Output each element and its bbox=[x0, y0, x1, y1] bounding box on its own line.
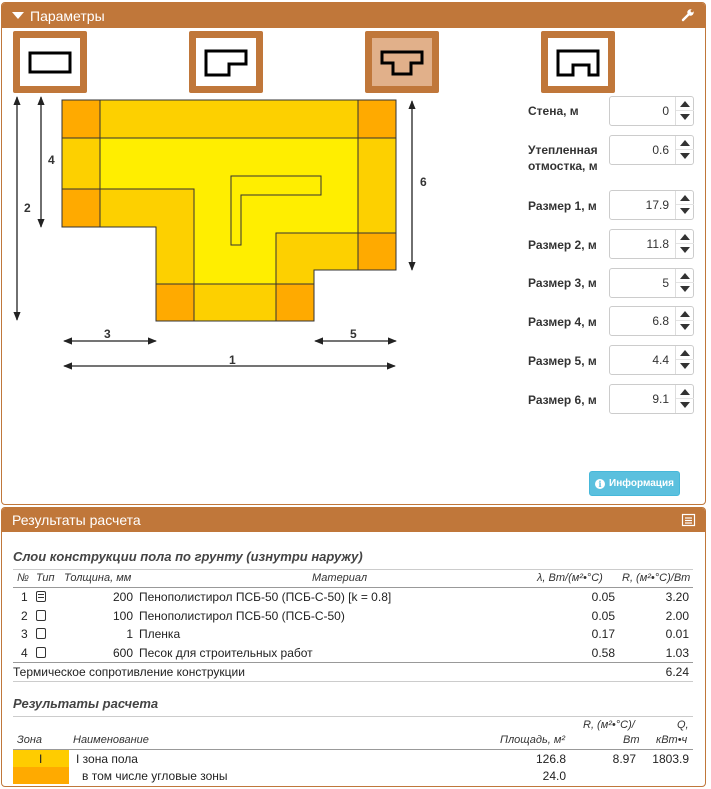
dim-label-4: 4 bbox=[48, 153, 55, 167]
layer-r: 0.01 bbox=[665, 627, 689, 641]
layer-material: Пенополистирол ПСБ-50 (ПСБ-С-50) [k = 0.8] bbox=[139, 590, 392, 604]
zone-area: 126.8 bbox=[535, 752, 566, 766]
plan-corner-zone bbox=[358, 100, 396, 138]
size-6-value[interactable]: 9.1 bbox=[652, 392, 669, 406]
floor-plan-diagram bbox=[8, 92, 427, 382]
wall-value[interactable]: 0 bbox=[662, 104, 669, 118]
decrement-arrow-icon[interactable] bbox=[676, 399, 694, 413]
table-divider bbox=[13, 662, 693, 663]
l-shape-icon bbox=[189, 31, 263, 93]
t-shape-icon bbox=[365, 31, 439, 93]
blind-area-value[interactable]: 0.6 bbox=[652, 143, 669, 157]
layer-r: 1.03 bbox=[665, 646, 689, 660]
results-title: Результаты расчета bbox=[12, 512, 141, 528]
field-label-size-4: Размер 4, м bbox=[528, 315, 597, 329]
field-label-size-5: Размер 5, м bbox=[528, 354, 597, 368]
decrement-arrow-icon[interactable] bbox=[676, 321, 694, 335]
blind-area-input[interactable] bbox=[609, 135, 694, 165]
zone-id: I bbox=[39, 752, 43, 766]
layer-r: 2.00 bbox=[665, 609, 689, 623]
plan-corner-zone bbox=[62, 100, 100, 138]
u-shape-icon bbox=[541, 31, 615, 93]
col-header-area: Площадь, м² bbox=[500, 734, 566, 746]
layer-r: 3.20 bbox=[665, 590, 689, 604]
layer-num: 1 bbox=[21, 590, 28, 604]
wall-input[interactable] bbox=[609, 96, 694, 126]
size-6-input[interactable] bbox=[609, 384, 694, 414]
increment-arrow-icon[interactable] bbox=[676, 230, 694, 244]
col-header-lambda: λ, Вт/(м²•°С) bbox=[537, 572, 603, 584]
col-header-material: Материал bbox=[312, 572, 368, 584]
increment-arrow-icon[interactable] bbox=[676, 97, 694, 111]
col-header-q-top: Q, bbox=[677, 719, 689, 731]
info-button[interactable] bbox=[589, 471, 680, 496]
increment-arrow-icon[interactable] bbox=[676, 191, 694, 205]
info-button-label: Информация bbox=[609, 478, 674, 489]
increment-arrow-icon[interactable] bbox=[676, 385, 694, 399]
total-resistance-value: 6.24 bbox=[665, 665, 689, 679]
increment-arrow-icon[interactable] bbox=[676, 307, 694, 321]
results-section-title: Результаты расчета bbox=[13, 696, 159, 711]
size-3-value[interactable]: 5 bbox=[662, 276, 669, 290]
field-label-size-2: Размер 2, м bbox=[528, 238, 597, 252]
shape-t-button[interactable] bbox=[365, 31, 439, 93]
zone-color-cell bbox=[13, 767, 69, 784]
decrement-arrow-icon[interactable] bbox=[676, 111, 694, 125]
field-label-blind-area: Утепленная отмостка, м bbox=[528, 143, 598, 173]
wrench-icon[interactable] bbox=[681, 8, 695, 22]
table-divider bbox=[13, 587, 693, 588]
plan-corner-zone bbox=[156, 284, 194, 321]
zone-r: 8.97 bbox=[612, 752, 636, 766]
size-1-input[interactable] bbox=[609, 190, 694, 220]
layer-num: 2 bbox=[21, 609, 28, 623]
plan-corner-zone bbox=[62, 189, 100, 227]
dim-label-5: 5 bbox=[350, 327, 357, 341]
results-header[interactable] bbox=[2, 508, 705, 532]
zone-q: 1803.9 bbox=[652, 752, 689, 766]
decrement-arrow-icon[interactable] bbox=[676, 360, 694, 374]
increment-arrow-icon[interactable] bbox=[676, 136, 694, 150]
zone-name: в том числе угловые зоны bbox=[82, 769, 228, 783]
col-header-num: № bbox=[17, 572, 29, 584]
field-label-size-6: Размер 6, м bbox=[528, 393, 597, 407]
table-divider bbox=[13, 681, 693, 682]
size-2-input[interactable] bbox=[609, 229, 694, 259]
shape-rectangle-button[interactable] bbox=[13, 31, 87, 93]
layer-lambda: 0.58 bbox=[591, 646, 615, 660]
field-label-size-1: Размер 1, м bbox=[528, 199, 597, 213]
layer-num: 4 bbox=[21, 646, 28, 660]
size-3-input[interactable] bbox=[609, 268, 694, 298]
dim-label-6: 6 bbox=[420, 175, 427, 189]
layer-thickness: 100 bbox=[112, 609, 133, 623]
layer-lambda: 0.17 bbox=[591, 627, 615, 641]
size-5-value[interactable]: 4.4 bbox=[652, 353, 669, 367]
layer-lambda: 0.05 bbox=[591, 590, 615, 604]
field-label-wall: Стена, м bbox=[528, 104, 579, 118]
layer-square-icon bbox=[36, 610, 46, 621]
decrement-arrow-icon[interactable] bbox=[676, 283, 694, 297]
parameters-title: Параметры bbox=[30, 7, 105, 24]
shape-u-button[interactable] bbox=[541, 31, 615, 93]
table-divider bbox=[13, 569, 693, 570]
shape-l-button[interactable] bbox=[189, 31, 263, 93]
increment-arrow-icon[interactable] bbox=[676, 346, 694, 360]
layer-material: Песок для строительных работ bbox=[139, 646, 313, 660]
table-divider bbox=[13, 716, 693, 717]
layer-lambda: 0.05 bbox=[591, 609, 615, 623]
layer-thickness: 600 bbox=[112, 646, 133, 660]
parameters-header[interactable] bbox=[2, 3, 705, 28]
layer-thickness: 1 bbox=[126, 627, 133, 641]
col-header-name: Наименование bbox=[73, 734, 149, 746]
layer-square-icon bbox=[36, 628, 46, 639]
col-header-type: Тип bbox=[36, 572, 55, 584]
col-header-r-bottom: Вт bbox=[623, 734, 640, 746]
layer-thickness: 200 bbox=[112, 590, 133, 604]
layer-material: Пленка bbox=[139, 627, 181, 641]
increment-arrow-icon[interactable] bbox=[676, 269, 694, 283]
dim-label-2: 2 bbox=[24, 201, 31, 215]
layer-material: Пенополистирол ПСБ-50 (ПСБ-С-50) bbox=[139, 609, 345, 623]
table-divider bbox=[13, 749, 693, 750]
size-4-value[interactable]: 6.8 bbox=[652, 314, 669, 328]
col-header-thickness: Толщина, мм bbox=[64, 572, 132, 584]
col-header-r-top: R, (м²•°С)/ bbox=[583, 719, 635, 731]
layer-num: 3 bbox=[21, 627, 28, 641]
col-header-r: R, (м²•°С)/Вт bbox=[622, 572, 691, 584]
insulation-layer-icon bbox=[36, 591, 46, 602]
decrement-arrow-icon[interactable] bbox=[676, 150, 694, 164]
collapse-triangle-icon[interactable] bbox=[12, 12, 24, 19]
list-icon[interactable] bbox=[682, 514, 695, 526]
size-4-input[interactable] bbox=[609, 306, 694, 336]
layers-section-title: Слои конструкции пола по грунту (изнутри наружу) bbox=[13, 549, 363, 564]
field-label-size-3: Размер 3, м bbox=[528, 276, 597, 290]
size-2-value[interactable]: 11.8 bbox=[646, 237, 669, 251]
zone-name: I зона пола bbox=[76, 752, 138, 766]
rectangle-shape-icon bbox=[13, 31, 87, 93]
size-5-input[interactable] bbox=[609, 345, 694, 375]
col-header-zone: Зона bbox=[17, 734, 43, 746]
decrement-arrow-icon[interactable] bbox=[676, 205, 694, 219]
dim-label-3: 3 bbox=[104, 327, 111, 341]
decrement-arrow-icon[interactable] bbox=[676, 244, 694, 258]
dim-label-1: 1 bbox=[229, 353, 236, 367]
plan-corner-zone bbox=[358, 233, 396, 270]
col-header-q-bottom: кВт•ч bbox=[656, 734, 688, 746]
size-1-value[interactable]: 17.9 bbox=[645, 198, 669, 212]
layer-square-icon bbox=[36, 647, 46, 658]
zone-area: 24.0 bbox=[542, 769, 566, 783]
plan-corner-zone bbox=[276, 284, 314, 321]
info-icon: i bbox=[595, 479, 605, 489]
total-resistance-label: Термическое сопротивление конструкции bbox=[13, 665, 245, 679]
